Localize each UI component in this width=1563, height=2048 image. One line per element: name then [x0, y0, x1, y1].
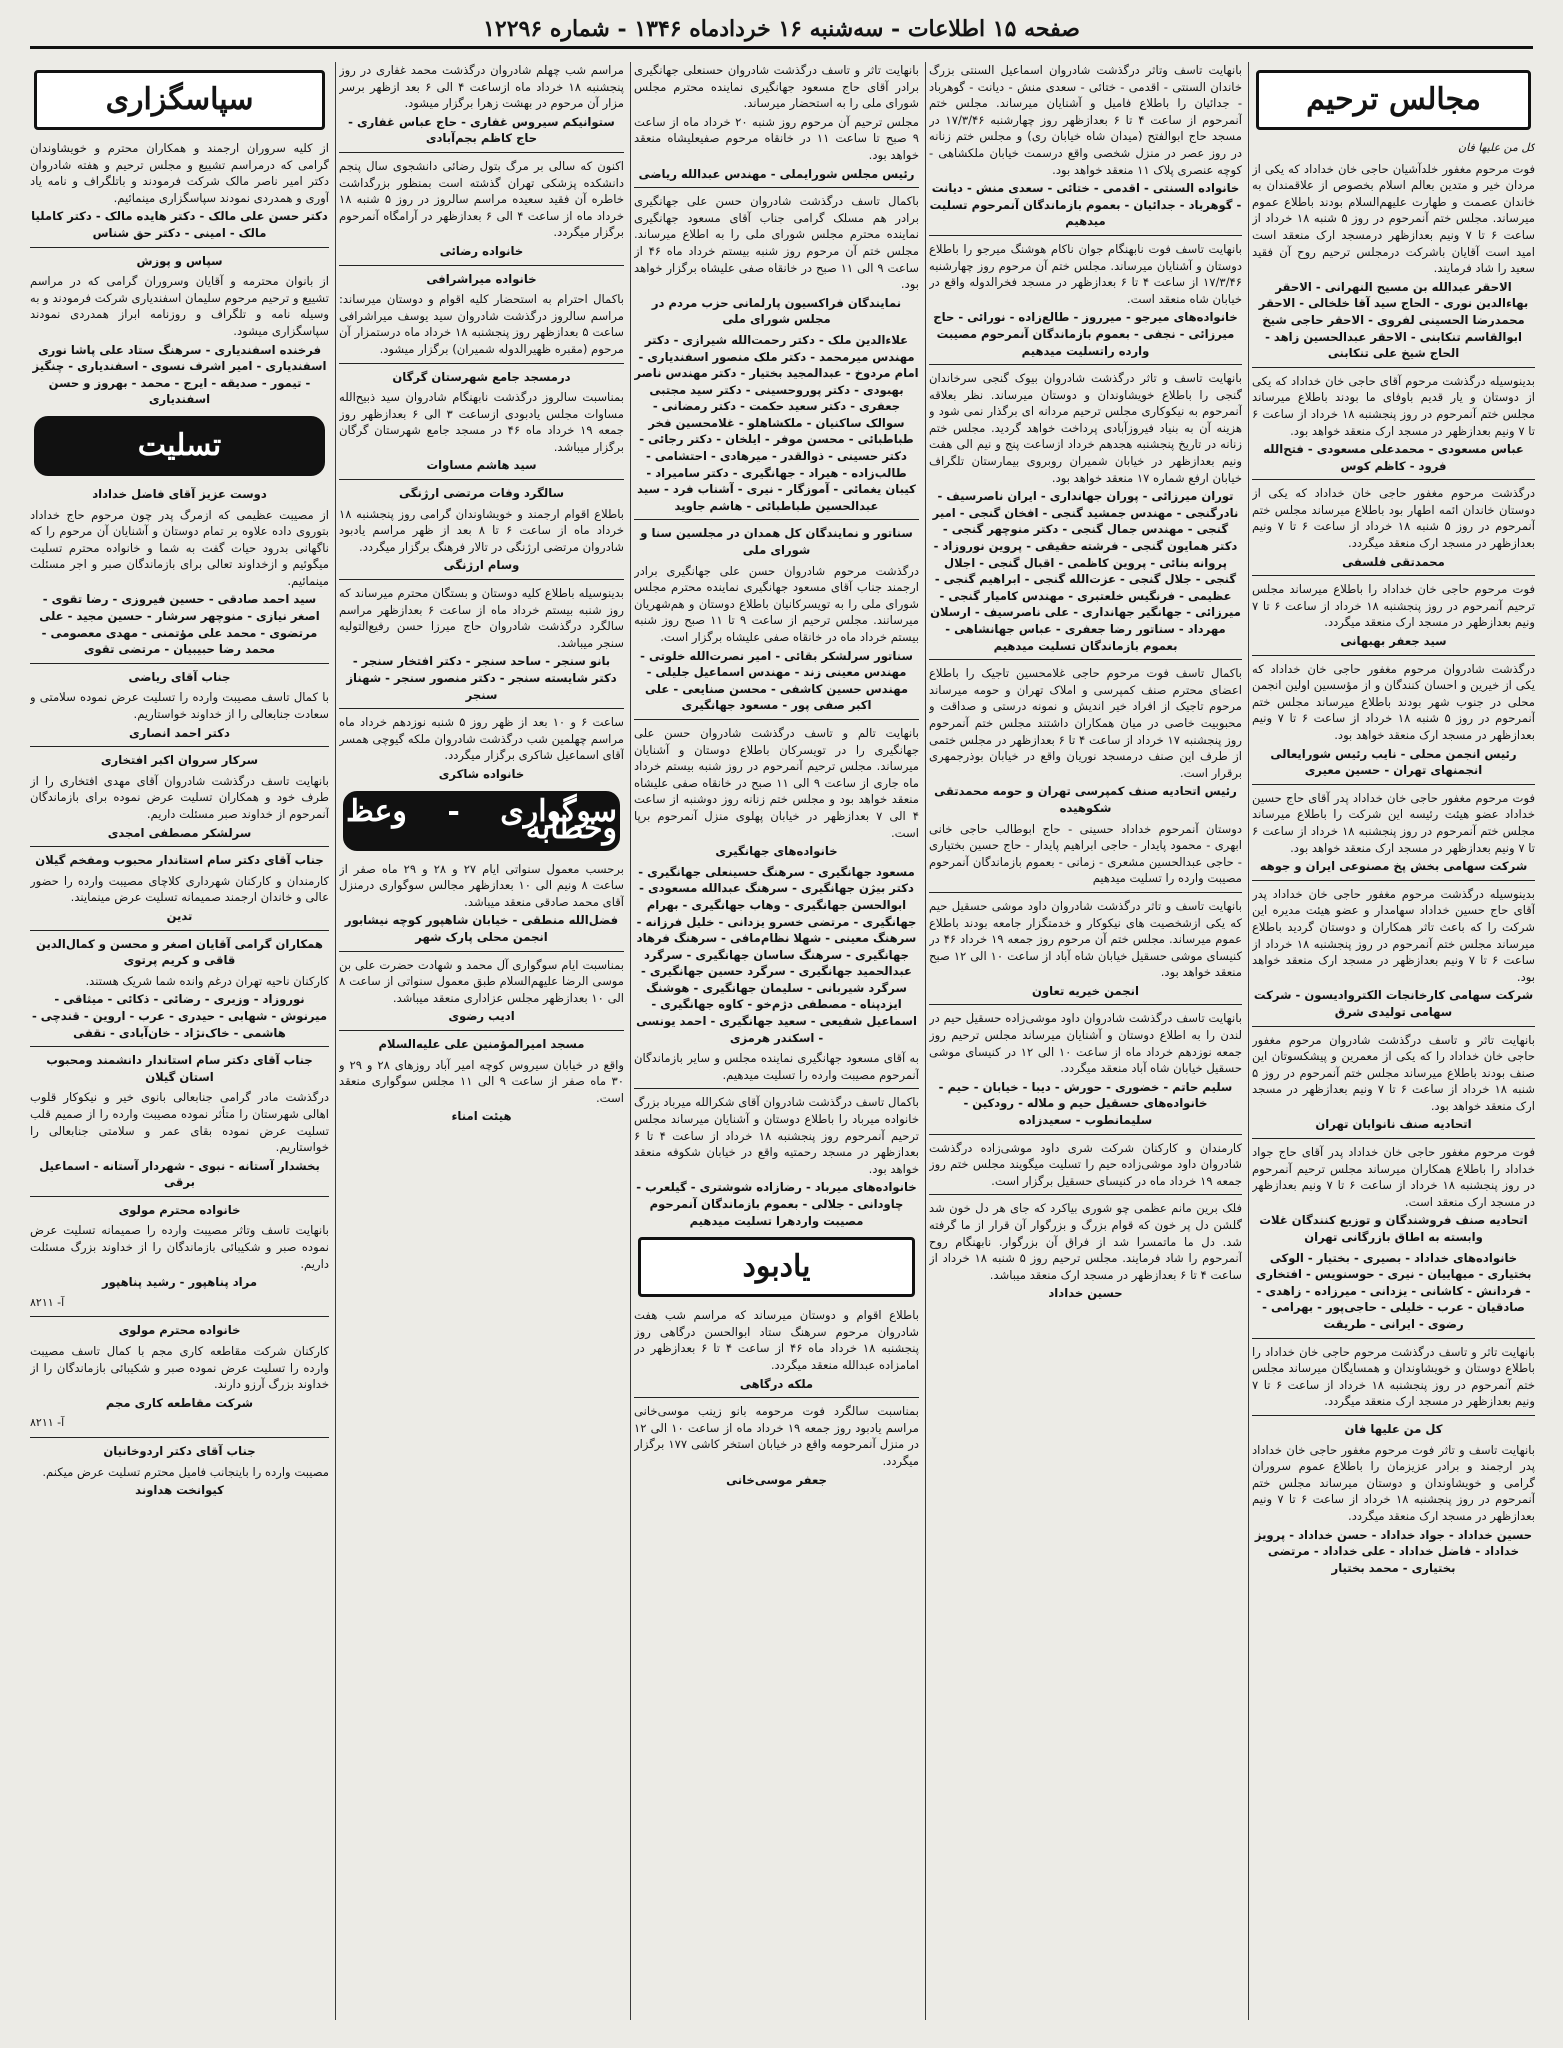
notice-text: باکمال احترام به استحضار کلیه اقوام و دوستان میرساند: مراسم سالروز درگذشت شادروان سید یوسف میراشرافی ساعت ۵ بعدازظهر روز پنجشنبه ۱۸ خرداد ماه درستمزار آن مرحوم (مقبره ظهیرالدوله شمیران) برگزار میشود. — [339, 292, 624, 356]
notice-signature: علاءالدین ملک - دکتر رحمت‌الله شیرازی - دکتر مهندس میرمحمد - دکتر ملک منصور اسفندیاری - امام مردوخ - عبدالمجید بختیار - دکتر مهندس ناصر بهبودی - دکتر پوروحسینی - دکتر سید مجتبی جعفری - دکتر سعید حکمت - دکتر رمضانی - سوالک ساکنیان - ملکشاهلو - غلامحسین فخر طباطبائی - محسن موفر - ایلخان - دکتر رجائی - دکتر حسینی - ذوالقدر - میرهادی - احتشامی - طالب‌زاده - هیراد - جهانگیری - دکتر سامیراد - کیبان یغمائی - آموزگار - نیری - آشناب فرد - سید عبدالحسین طباطبائی - هاشم جاوید — [634, 332, 919, 513]
notice-text: بانهایت تاثر و تاسف درگذشت مرحوم حاجی خان خداداد را باطلاع دوستان و خویشاوندان و همسایگان میرساند مجلس ختم آنمرحوم در روز پنجشنبه ۱۸ خرداد از ساعت ۶ تا ۷ ونیم بعدازظهر در مسجد ارک منعقد میگردد. — [1252, 1344, 1535, 1409]
section-subhead: کل من علیها فان — [1458, 141, 1535, 154]
column-thanks — [30, 62, 329, 2020]
notice-signature: دکتر احمد انصاری — [129, 725, 230, 740]
notice-separator — [929, 1004, 1242, 1005]
notice-signature: رئیس انجمن محلی - نایب رئیس شورایعالی انجمنهای تهران - حسین معیری — [1270, 746, 1517, 778]
notice-text: کارمندان و کارکنان شهرداری کلاچای مصیبت وارده را حضور عالی و خاندان ارجمند صمیمانه تسلیت عرض مینمایند. — [30, 873, 329, 905]
notice-text: بانهایت تالم و تاسف درگذشت شادروان حسن علی جهانگیری را در تویسرکان باطلاع دوستان و آشنایان میرساند. مجلس ترحیم آنمرحوم در روز شنبه بیستم خرداد ماه جاری از ساعت ۹ الی ۱۱ صبح در خانقاه صفی علیشاه منعقد خواهد بود و مجلس ختم زنانه روز دوشنبه از ساعت ۴ الی ۷ بعدازظهر در خیابان پهلوی منزل آنمرحوم برپا است. — [634, 725, 919, 840]
notice-text: باکمال تاسف درگذشت شادروان آقای شکرالله میرباد بزرگ خانواده میرباد را باطلاع دوستان و آشنایان میرساند مجلس ترحیم آنمرحوم روز پنجشنبه ۱۸ خرداد از ساعت ۴ تا ۶ بعدازظهر در مسجد رحمتیه واقع در خیابان شکوفه منعقد خواهد بود. — [634, 1095, 919, 1176]
notice-signature: سلیم حاتم - خضوری - حورش - دیبا - خیابان - حیم - خانواده‌های حسقیل حیم و ملاله - رودکین - سلیمانطوب - سعیدزاده — [938, 1079, 1233, 1128]
notice-signature: شرکت مقاطعه کاری مجم — [105, 1395, 254, 1410]
notice-separator — [634, 1088, 919, 1089]
notice-signature: درمسجد جامع شهرستان گرگان — [392, 369, 571, 384]
notice-separator — [339, 152, 624, 153]
notice-separator — [1252, 1026, 1535, 1027]
notice-text: بانهایت تاسف و تاثر درگذشت شادروان بیوک گنجی سرخاندان گنجی را باطلاع خویشاوندان و دوستان میرساند. نظر بعلاقه آنمرحوم به نیکوکاری مجلس ترحیم مردانه ای برگذار نمی شود و هزینه آن به بنیاد فیروزآبادی پرداخت خواهد گردید. مجلس ختم زنانه در تاریخ پنجشنبه هجدهم خرداد ازساعت پنج و نیم الی هفت ونیم بعدازظهر در خیابان شمیران روبروی بیمارستان تلگراف خیابان ارفع شماره ۱۷ منعقد خواهد بود. — [929, 371, 1242, 485]
column-obituaries — [1252, 62, 1535, 2020]
notice-separator — [929, 1134, 1242, 1135]
notice-signature: بانو سنجر - ساحد سنجر - دکتر افتخار سنجر - دکتر شایسته سنجر - دکتر منصور سنجر - شهناز سنجر — [346, 654, 617, 702]
notice-text: بدینوسیله باطلاع کلیه دوستان و بستگان محترم میرساند که روز شنبه بیستم خرداد ماه از ساعت ۶ بعدازظهر مراسم سالگرد درگذشت شادروان حاج میرزا حسن رفیع‌التولیه سنجر میباشد. — [339, 586, 624, 650]
notice-separator — [1252, 367, 1535, 368]
notice-separator — [929, 235, 1242, 236]
notice-separator — [339, 1030, 624, 1031]
notice-signature: جناب آقای دکتر اردوخانیان — [103, 1444, 256, 1458]
notice-signature: نمایندگان فراکسیون پارلمانی حزب مردم در مجلس شورای ملی — [651, 295, 902, 327]
notice-text: درگذشت مرحوم مغفور حاجی خان خداداد که یکی از دوستان خاندان ائمه اطهار بود باطلاع میرساند مجلس ختم آنمرحوم در روز ۵ شنبه ۱۸ خرداد از ساعت ۶ تا ۷ ونیم بعدازظهر در مسجد ارک منعقد میگردد. — [1252, 486, 1535, 551]
notice-separator — [339, 363, 624, 364]
notice-signature: بخشدار آستانه - نبوی - شهردار آستانه - اسماعیل برقی — [39, 1158, 320, 1190]
section-heading: تسلیت — [34, 416, 325, 476]
notice-signature: خانواده السنتی - اقدمی - ختائی - سعدی منش - دیانت - گوهرباد - جدائیان - بعموم بازماندگان آنمرحوم تسلیت میدهیم — [929, 181, 1242, 229]
notice-signature: خانواده‌های جهانگیری — [715, 844, 838, 859]
notice-text: بانهایت تاسف فوت نابهنگام جوان ناکام هوشنگ میرجو را باطلاع دوستان و آشنایان میرساند. مجلس ختم آن مرحوم روز چهارشنبه ۱۷/۳/۴۶ از ساعت ۴ تا ۶ بعدازظهر در مسجد فخرالدوله واقع در خیابان شاه منعقد است. — [929, 241, 1242, 306]
notice-separator — [339, 708, 624, 709]
notice-text: واقع در خیابان سیروس کوچه امیر آباد روزهای ۲۸ و ۲۹ و ۳۰ ماه صفر از ساعت ۹ الی ۱۱ مجلس سوگواری منعقد است. — [339, 1057, 624, 1105]
column-3 — [634, 62, 919, 2020]
notice-text: فوت مرحوم مغفور حاجی خان خداداد پدر آقای حاج حسین خداداد عضو هیئت رئیسه این شرکت را باطلاع میرساند مجلس ختم آنمرحوم در روز پنجشنبه ۱۸ خرداد از ساعت ۶ تا ۷ ونیم بعدازظهر در مسجد ارک منعقد خواهد بود. — [1252, 790, 1535, 855]
notice-text: از بانوان محترمه و آقایان وسروران گرامی که در مراسم تشییع و ترحیم مرحوم سلیمان اسفندیاری شرکت فرمودند و به وسیله نامه و تلگراف و روزنامه ابراز همدردی نمودند سپاسگزاری میشود. — [30, 274, 329, 338]
notice-signature: خانواده محترم مولوی — [118, 1323, 241, 1338]
notice-text: بدینوسیله درگذشت مرحوم آقای حاجی خان خداداد که یکی از دوستان و یار قدیم باوفای ما بودند باطلاع میرساند مجلس ختم آنمرحوم در روز پنجشنبه ۱۸ خرداد از ساعت ۶ تا ۷ ونیم بعدازظهر در مسجد ارک منعقد خواهد بود. — [1252, 373, 1535, 438]
notice-text: بانهایت تاسف وتاثر مصیبت وارده را صمیمانه تسلیت عرض نموده صبر و شکیبائی بازماندگان را از خداوند بزرگ مسئلت داریم. — [30, 1223, 329, 1271]
notice-separator — [30, 1437, 329, 1438]
notice-signature: اتحادیه صنف فروشندگان و توزیع کنندگان غلات وابسته به اطاق بازرگانی تهران — [1259, 1213, 1528, 1245]
column-divider — [925, 62, 926, 2020]
notice-signature: دوست عزیز آقای فاضل خداداد — [92, 486, 267, 501]
notice-signature: جعفر موسی‌خانی — [726, 1472, 827, 1487]
notice-signature: فرخنده اسفندیاری - سرهنگ ستاد علی پاشا نوری اسفندیاری - امیر اشرف نسوی - اسفندیاری - چنگیز - تیمور - صدیقه - ایرج - محمد - بهروز و حسن اسفندیاری — [32, 342, 327, 407]
notice-text: بانهایت تاثر و تاسف درگذشت شادروان حسنعلی جهانگیری برادر آقای حاج مسعود جهانگیری نماینده محترم مجلس شورای ملی را به استحضار میرساند. — [634, 63, 919, 111]
notice-separator — [1252, 479, 1535, 480]
notice-signature: عباس مسعودی - محمدعلی مسعودی - فتح‌الله فرود - کاظم کوس — [1263, 442, 1524, 473]
notice-text: برحسب معمول سنواتی ایام ۲۷ و ۲۸ و ۲۹ ماه صفر از ساعت ۸ ونیم الی ۱۰ بعدازظهر مجالس سوگواری درمنزل آقای محمد صادقی منعقد میباشد. — [339, 861, 624, 909]
notice-text: فوت مرحوم حاجی خان خداداد را باطلاع میرساند مجلس ترحیم آنمرحوم در روز پنجشنبه ۱۸ خرداد از ساعت ۶ تا ۷ ونیم بعدازظهر در مسجد ارک منعقد میگردد. — [1252, 582, 1535, 630]
notice-separator — [634, 719, 919, 720]
notice-text: مجلس ترحیم آن مرحوم روز شنبه ۲۰ خرداد ماه از ساعت ۹ صبح تا ساعت ۱۱ در خانقاه مرحوم صفیعلیشاه منعقد خواهد بود. — [634, 114, 919, 162]
column-divider — [630, 62, 631, 2020]
notice-signature: خانواده میراشرافی — [426, 271, 537, 286]
notice-separator — [30, 1046, 329, 1047]
notice-signature: مسعود جهانگیری - سرهنگ حسینعلی جهانگیری - دکتر بیژن جهانگیری - سرهنگ عبدالله مسعودی - ابوالحسن جهانگیری - وهاب جهانگیری - بهرام جهانگیری - مرتضی خسرو یزدانی - خلیل فرزانه - سرهنگ معینی - شهلا نظام‌مافی - سرهنگ فرهاد جهانگیری - سرهنگ ساسان جهانگیری - سرگرد عبدالحمید جهانگیری - سرگرد حسین جهانگیری - سرگرد شیربانی - سلیمان جهانگیری - هوشنگ ایزدپناه - مصطفی دژم‌خو - کاوه جهانگیری - اسماعیل شفیعی - سعید جهانگیری - احمد یونسی - اسکندر هرمزی — [636, 864, 917, 1045]
column-divider — [335, 62, 336, 2020]
notice-signature: توران میرزائی - پوران جهانداری - ایران ناصرسیف - نادرگنجی - مهندس جمشید گنجی - افخان گنجی - امیر گنجی - مهندس جمال گنجی - دکتر منوچهر گنجی - دکتر همایون گنجی - فرشته حقیقی - پروین نوروزاد - پروانه بنائی - پروین کاظمی - اقبال گنجی - اجلال گنجی - جلال گنجی - عزت‌الله گنجی - ابراهیم گنجی - عظیمی - فرنگیس خلعتبری - مهندس کامیار گنجی - میرزائی - جهانگیر جهانداری - علی ناصرسیف - ارسلان مهرداد - سناتور رضا جعفری - عباس جهانشاهی - بعموم بازماندگان تسلیت میدهیم — [930, 489, 1241, 653]
notice-separator — [339, 479, 624, 480]
notice-text: کارمندان و کارکنان شرکت شری داود موشی‌زاده درگذشت شادروان داود موشی‌زاده حیم را تسلیت میگویند مجلس ختم روز جمعه ۱۹ خرداد ماه در کنیسای حسقیل برگزار است. — [929, 1140, 1242, 1188]
notice-signature: مسجد امیرالمؤمنین علی علیه‌السلام — [378, 1036, 585, 1051]
notice-text: باطلاع اقوام و دوستان میرساند که مراسم شب هفت شادروان مرحوم سرهنگ ستاد ابوالحسن درگاهی روز پنجشنبه ۱۸ خرداد ماه ۴۶ از ساعت ۴ تا ۶ بعدازظهر در امامزاده عبدالله منعقد میگردد. — [634, 1308, 919, 1372]
section-heading: یادبود — [638, 1237, 915, 1297]
notice-text: با کمال تاسف مصیبت وارده را تسلیت عرض نموده سلامتی و سعادت جنابعالی را از خداوند خواستاریم. — [30, 690, 329, 722]
notice-signature: حسین خداداد - جواد خداداد - حسن خداداد - پرویز خداداد - فاضل خداداد - علی خداداد - مرتضی بختیاری - محمد بختیار — [1254, 1527, 1533, 1575]
section-heading: مجالس ترحیم — [1256, 70, 1531, 130]
notice-text: درگذشت شادروان مرحوم مغفور حاجی خان خداداد که یکی از خیرین و احسان کنندگان و از مؤسسین اولین انجمن محلی در جنوب شهر بودند باطلاع میرساند مجلس ختم آنمرحوم در روز ۵ شنبه ۱۸ خرداد از ساعت ۶ تا ۷ ونیم بعدازظهر در مسجد ارک منعقد خواهد بود. — [1252, 661, 1535, 742]
notice-signature: خانواده‌های خداداد - بصیری - بختیار - الوکی بختیاری - میهاییان - نیری - حوسنویس - افتخاری - فردانش - کاشانی - یزدانی - میرزاده - زاهدی - صادقیان - عرب - خلیلی - حاجی‌پور - بهرامی - رضوی - ایرانی - طریقت — [1255, 1250, 1532, 1331]
notice-signature: ملکه درگاهی — [739, 1376, 814, 1391]
notice-signature: تدین — [166, 908, 193, 923]
notice-separator — [30, 1196, 329, 1197]
ad-code: آ- ۸۲۱۱ — [30, 1295, 65, 1309]
notice-signature: سپاس و پوزش — [136, 253, 223, 268]
notice-text: فوت مرحوم مغفور خلدآشیان حاجی خان خداداد که یکی از مردان خیر و متدین بعالم اسلام بخصوص از علاقمندان به خاندان عصمت و طهارت علیهم‌السلام بودند باطلاع عموم میرساند. مجلس ختم آنمرحوم در روز ۵ شنبه ۱۸ خرداد از ساعت ۶ تا ۷ ونیم بعدازظهر درمسجد ارک منعقد است امید است آقایان باشرکت درمجلس ترحیم روح آن فقید سعید را شاد فرمایند. — [1252, 161, 1535, 276]
notice-signature: الاحقر عبدالله بن مسیح النهرانی - الاحقر بهاءالدین نوری - الحاج سید آقا خلخالی - الاحقر محمدرضا الحسینی لفروی - الاحقر حاجی شیخ ابوالقاسم تنکابنی - الاحقر عبدالحسین زاهد - الحاج شیخ علی تنکابنی — [1258, 279, 1529, 361]
notice-signature: خانواده شاکری — [438, 766, 525, 781]
notice-signature: رئیس اتحادیه صنف کمپرسی تهران و حومه محمدتقی شکوهیده — [934, 784, 1237, 815]
notice-separator — [1252, 575, 1535, 576]
notice-separator — [30, 846, 329, 847]
notice-signature: حسین خداداد — [1048, 1286, 1123, 1301]
notice-separator — [30, 746, 329, 747]
notice-signature: انجمن خیریه تعاون — [1032, 983, 1139, 998]
notice-signature: فضل‌الله منطقی - خیابان شاهپور کوچه نیشابور انجمن محلی پارک شهر — [344, 913, 619, 944]
notice-text: بانهایت تاسف وتاثر درگذشت شادروان اسماعیل السنتی بزرگ خاندان السنتی - اقدمی - ختائی - سعدی منش - دیانت - گوهرباد - جدائیان را باطلاع فامیل و آشنایان میرساند. مجلس ختم آنمرحوم از ساعت ۴ تا ۶ بعدازظهر روز چهارشنبه ۱۷/۳/۴۶ در مسجد حاج ابوالفتح (میدان شاه خیابان ری) و مجلس ختم زنانه در روز عصر در منزل شخصی واقع درسمت خیابان ملکشاهی - کوچه عنصری پلاک ۱۱ منعقد خواهد بود. — [929, 63, 1242, 177]
notice-text: از مصیبت عظیمی که ازمرگ پدر چون مرحوم حاج خداداد بتوروی داده علاوه بر تمام دوستان و آشنایان آن مرحوم را که ناگهانی بدرود حیات گفت به شما و خانواده محترم تسلیت میگوئیم و ازخداوند تعالی برای بازماندگان صبر و اجر مسئلت مینمائیم. — [30, 507, 329, 588]
notice-text: بمناسبت ایام سوگواری آل محمد و شهادت حضرت علی بن موسی الرضا علیهم‌السلام طبق معمول سنواتی از ساعت ۸ الی ۱۰ بعدازظهر مجلس عزاداری منعقد میباشد. — [339, 957, 624, 1005]
notice-signature: سرلشکر مصطفی امجدی — [107, 825, 252, 840]
notice-separator — [929, 1194, 1242, 1195]
notice-text: باکمال تاسف درگذشت شادروان حسن علی جهانگیری برادر هم مسلک گرامی جناب آقای مسعود جهانگیری نماینده محترم مجلس شورای ملی را به اطلاع میرساند. مجلس ختم آن مرحوم روز شنبه بیستم خرداد ماه ۴۶ از ساعت ۹ الی ۱۱ صبح در خانقاه صفی علیشاه برگزار خواهد بود. — [634, 194, 919, 292]
notice-text: اکنون که سالی بر مرگ بتول رضائی دانشجوی سال پنجم دانشکده پزشکی تهران گذشته است بمنظور بزرگداشت خاطره آن فقید سعیده مراسم سالروز در روز ۵ شنبه ۱۸ خرداد ماه از ساعت ۴ الی ۶ بعدازظهر در آرامگاه آنمرحوم برگزار میگردد. — [339, 158, 624, 240]
notice-signature: خانواده‌های میرباد - رضازاده شوشتری - گیلعرب - چاودانی - جلالی - بعموم بازماندگان آنمرحوم مصیبت واردهرا تسلیت میدهیم — [636, 1180, 917, 1228]
column-4 — [339, 62, 624, 2020]
notice-text: از کلیه سروران ارجمند و همکاران محترم و خویشاوندان گرامی که درمراسم تشییع و مجلس ترحیم و هفته شادروان دکتر امیر ناصر مالک شرکت فرمودند و باتلگراف و نامه یاد آوری و همدردی نمودند سپاسگزاری مینمائیم. — [30, 141, 329, 205]
notice-signature: خانواده‌های میرجو - میرروز - طالع‌زاده - نورائی - حاج میرزائی - نجفی - بعموم بازماندگان آنمرحوم مصیبت وارده راتسلیت میدهیم — [933, 310, 1238, 358]
notice-signature: سناتور و نمایندگان کل همدان در مجلسین سنا و شورای ملی — [640, 526, 913, 558]
notice-separator — [1252, 1338, 1535, 1339]
notice-text: درگذشت مرحوم شادروان حسن علی جهانگیری برادر ارجمند جناب آقای مسعود جهانگیری نماینده محترم مجلس شورای ملی را به تویسرکانیان باطلاع دوستان و هم‌شهریان میرسانند. مجلس ترحیم از ساعت ۹ تا ۱۱ صبح روز شنبه بیستم خرداد ماه در خانقاه صفی علیشاه برگزار است. — [634, 563, 919, 644]
notice-signature: سالگرد وفات مرتضی ارژنگی — [399, 486, 564, 501]
notice-text: بمناسبت سالگرد فوت مرحومه بانو زینب موسی‌خانی مراسم یادبود روز جمعه ۱۹ خرداد ماه از ساعت ۱۰ الی ۱۲ در منزل آنمرحومه واقع در خیابان استخر کاشی ۱۷۷ برگزار میگردد. — [634, 1404, 919, 1468]
column-divider — [1248, 62, 1249, 2020]
notice-separator — [634, 1397, 919, 1398]
notice-separator — [30, 930, 329, 931]
notice-signature: مراد پناهپور - رشید پناهپور — [101, 1275, 258, 1290]
notice-text: بانهایت تاسف و تاثر درگذشت شادروان داود موشی حسقیل حیم که یکی ازشخصیت های نیکوکار و خدمتگزار جامعه بودند باطلاع عموم میرساند. مجلس ختم آن مرحوم روز جمعه ۱۹ خرداد ۴۶ در کنیسای موشی حسقیل خیابان شاه آباد از ساعت ۱۰ الی ۱۲ صبح منعقد خواهد بود. — [929, 898, 1242, 980]
notice-separator — [30, 247, 329, 248]
notice-text: فلک برین مانم عظمی چو شوری بیاکرد که جای هر دل خون شد گلشن دل پر خون که قوام بزرگ و بزرگوار آن قرار از ما گرفته شد. دل ما ماتمسرا شد از فراق آن بزرگوار. نابهنگام روح آنمرحوم را شاد فرمایند. مجلس ترحیم روز ۵ شنبه ۱۸ خرداد از ساعت ۴ تا ۶ بعدازظهر در مسجد ارک منعقد میباشد. — [929, 1201, 1242, 1282]
notice-signature: ادیب رضوی — [448, 1009, 515, 1024]
notice-text: به آقای مسعود جهانگیری نماینده مجلس و سایر بازماندگان آنمرحوم مصیبت وارده را تسلیت میدهیم. — [634, 1051, 919, 1082]
notice-text: درگذشت مادر گرامی جنابعالی بانوی خیر و نیکوکار قلوب اهالی شهرستان را متأثر نموده مصیبت وارده را از صمیم قلب تسلیت عرض نموده بقای عمر و سلامتی جنابعالی را خواستاریم. — [30, 1090, 329, 1155]
notice-signature: جناب آقای دکتر سام استاندار محبوب ومفخم گیلان — [35, 853, 324, 868]
notice-separator — [339, 579, 624, 580]
notice-signature: رئیس مجلس شورایملی - مهندس عبدالله ریاضی — [638, 166, 915, 181]
notice-signature: نوروزاد - وزیری - رضائی - ذکائی - میثاقی - میرنوش - شهابی - حیدری - عرب - اروین - قندچی - هاشمی - خاک‌نژاد - خان‌آبادی - نقفی — [31, 992, 328, 1040]
notice-separator — [30, 663, 329, 664]
notice-signature: اتحادیه صنف نانوایان تهران — [1315, 1117, 1472, 1132]
notice-signature: جناب آقای ریاضی — [128, 669, 231, 684]
notice-text: بدینوسیله درگذشت مرحوم مغفور حاجی خان خداداد پدر آقای حاج حسین خداداد سهامدار و عضو هیئت مدیره این شرکت را که باعث تاثر همکاران و دوستان گردید باطلاع میرساند مجلس ختم آنمرحوم در روز پنجشنبه ۱۸ خرداد از ساعت ۶ تا ۷ ونیم بعدازظهر در مسجد ارک منعقد خواهد بود. — [1252, 886, 1535, 984]
section-heading: سپاسگزاری — [34, 70, 325, 130]
notice-text: مراسم شب چهلم شادروان درگذشت محمد غفاری در روز پنجشنبه ۱۸ خرداد ماه ازساعت ۴ الی ۶ بعد ازظهر برسر مزار آن مرحوم در بهشت زهرا برگزار میشود. — [339, 63, 624, 111]
notice-separator — [339, 265, 624, 266]
notice-separator — [634, 187, 919, 188]
column-2 — [929, 62, 1242, 2020]
notice-text: بانهایت تاثر و تاسف درگذشت شادروان مرحوم مغفور حاجی خان خداداد را که یکی از معمرین و پیشکسوتان این صنف بودند باطلاع میرساند مجلس ختم آنمرحوم در روز ۵ شنبه ۱۸ خرداد از ساعت ۶ تا ۷ ونیم بعدازظهر در مسجد ارک منعقد خواهد بود. — [1252, 1032, 1535, 1113]
notice-signature: سید احمد صادقی - حسین فیروزی - رضا تقوی - اصغر نیازی - منوچهر سرشار - حسین مجید - علی مرتضوی - محمد علی مؤتمنی - مهدی معصومی - محمد رضا حبیبیان - مرتضی تقوی — [39, 592, 320, 657]
notice-signature: شرکت سهامی کارخانجات الکتروادیسون - شرکت سهامی تولیدی شرق — [1253, 988, 1534, 1019]
notice-text: ساعت ۶ و ۱۰ بعد از ظهر روز ۵ شنبه نوزدهم خرداد ماه مراسم چهلمین شب درگذشت شادروان ملکه گیوچی همسر آقای اسماعیل شاکری برگزار میگردد. — [339, 715, 624, 763]
notice-separator — [1252, 880, 1535, 881]
notice-separator — [929, 892, 1242, 893]
page-header: صفحه ۱۵ اطلاعات - سه‌شنبه ۱۶ خردادماه ۱۳۴۶ - شماره ۱۲۲۹۶ — [30, 12, 1533, 49]
section-heading: سوگواری - وعظ وخطابه — [343, 791, 620, 851]
notice-separator — [929, 364, 1242, 365]
notice-separator — [1252, 655, 1535, 656]
notice-signature: کیوانخت هداوند — [135, 1483, 224, 1498]
notice-signature: خانواده محترم مولوی — [118, 1202, 241, 1217]
notice-text: بمناسبت سالروز درگذشت نابهنگام شادروان سید ذبیح‌الله مساوات مجلس یادبودی ازساعت ۳ الی ۶ بعدازظهر روز جمعه ۱۹ خرداد ماه ۴۶ در مسجد جامع شهرستان گرگان برگزار میباشد. — [339, 390, 624, 454]
notice-text: فوت مرحوم مغفور حاجی خان خداداد پدر آقای حاج جواد خداداد را باطلاع همکاران میرساند مجلس ترحیم آنمرحوم در روز پنجشنبه ۱۸ خرداد از ساعت ۶ تا ۷ ونیم بعدازظهر در مسجد ارک منعقد است. — [1252, 1145, 1535, 1209]
notice-signature: سید هاشم مساوات — [426, 458, 537, 473]
notice-text: باکمال تاسف فوت مرحوم حاجی غلامحسین تاجیک را باطلاع اعضای محترم صنف کمپرسی و املاک تهران و حومه میرساند مرحوم تاجیک از افراد خیر اندیش و نمونه درستی و صداقت و محبوبیت خاصی در میان همکاران داشتند مجلس ختم آنمرحوم روز پنجشنبه ۱۷ خرداد از ساعت ۴ تا ۶ بعدازظهر در مجلس ختمی از طرف این صنف درمسجد نوریان واقع در خیابان بوذرجمهری برقرار است. — [929, 666, 1242, 780]
notice-separator — [929, 659, 1242, 660]
notice-signature: سناتور سرلشکر بقائی - امیر نصرت‌الله خلوتی - مهندس معینی زند - مهندس اسماعیل جلیلی - مهندس حسین کاشفی - محسن صنایعی - علی اکبر صفی پور - مسعود جهانگیری — [640, 648, 913, 713]
ad-code: آ- ۸۲۱۱ — [30, 1416, 65, 1430]
notice-signature: ستوانیکم سیروس غفاری - حاج عباس غفاری - حاج کاظم بجم‌آبادی — [348, 114, 615, 146]
notice-text: بانهایت تاسف و تاثر فوت مرحوم مغفور حاجی خان خداداد پدر ارجمند و برادر عزیزمان را باطلاع عموم سروران گرامی و خویشاوندان و دوستان میرساند مجلس ختم آنمرحوم در روز پنجشنبه ۱۸ خرداد از ساعت ۶ تا ۷ ونیم بعدازظهر در مسجد ارک منعقد میگردد. — [1252, 1442, 1535, 1523]
notice-signature: سید جعفر بهبهانی — [1340, 634, 1447, 649]
notice-text: باطلاع اقوام ارجمند و خویشاوندان گرامی روز پنجشنبه ۱۸ خرداد ماه از ساعت ۶ تا ۸ بعد از ظهر مراسم یادبود شادروان مرتضی ارژنگی در تالار فرهنگ برگزار میگردد. — [339, 506, 624, 554]
notice-text: کارکنان شرکت مقاطعه کاری مجم با کمال تاسف مصیبت وارده را تسلیت عرض نموده صبر و شکیبائی بازماندگان را از خداوند بزرگ آرزو دارند. — [30, 1344, 329, 1392]
notice-text: بانهایت تاسف درگذشت شادروان آقای مهدی افتخاری را از طرف خود و همکاران تسلیت عرض نموده برای بازماندگان آنمرحوم از خداوند صبر مسئلت داریم. — [30, 773, 329, 821]
notice-separator — [634, 519, 919, 520]
notice-signature: خانواده رضائی — [439, 243, 524, 258]
notice-signature: محمدتقی فلسفی — [1342, 554, 1445, 569]
notice-signature: سرکار سروان اکبر افتخاری — [100, 753, 259, 768]
notice-text: مصیبت وارده را باینجانب فامیل محترم تسلیت عرض میکنم. — [42, 1464, 329, 1479]
notice-separator — [1252, 784, 1535, 785]
notice-separator — [1252, 1138, 1535, 1139]
notice-text: بانهایت تاسف درگذشت شادروان داود موشی‌زاده حسقیل حیم در لندن را به اطلاع دوستان و آشنایان میرساند مجلس ترحیم روز جمعه نوزدهم خرداد ماه از ساعت ۱۰ الی ۱۲ در کنیسای موشی حسقیل خیابان شاه آباد منعقد میگردد. — [929, 1011, 1242, 1076]
notice-signature: دکتر حسن علی مالک - دکتر هایده مالک - دکتر کاملیا مالک - امینی - دکتر حق شناس — [31, 209, 328, 240]
notice-separator — [1252, 1415, 1535, 1416]
notice-signature: وسام ارژنگی — [443, 558, 520, 573]
notice-separator — [30, 1316, 329, 1317]
notice-signature: کل من علیها فان — [1344, 1421, 1443, 1436]
notice-separator — [339, 951, 624, 952]
notice-signature: همکاران گرامی آقایان اصغر و محسن و کمال‌الدین قاقی و کریم پرتوی — [36, 936, 323, 968]
notice-text: دوستان آنمرحوم خداداد حسینی - حاج ابوطالب حاجی خانی ابهری - محمود پایدار - حاجی ابراهیم پایدار - حاج حسین بختیاری - حاجی عبدالحسین مشعری - زمانی - بعموم بازماندگان آنمرحوم مصیبت وارده را تسلیت میدهیم — [929, 821, 1242, 886]
notice-signature: شرکت سهامی بخش پخ مصنوعی ایران و جوهه — [1259, 859, 1528, 874]
notice-signature: جناب آقای دکتر سام استاندار دانشمند ومحبوب استان گیلان — [46, 1053, 313, 1084]
notice-text: کارکنان ناحیه تهران درغم وانده شما شریک هستند. — [85, 973, 329, 988]
notice-signature: هیئت امناء — [451, 1109, 512, 1124]
